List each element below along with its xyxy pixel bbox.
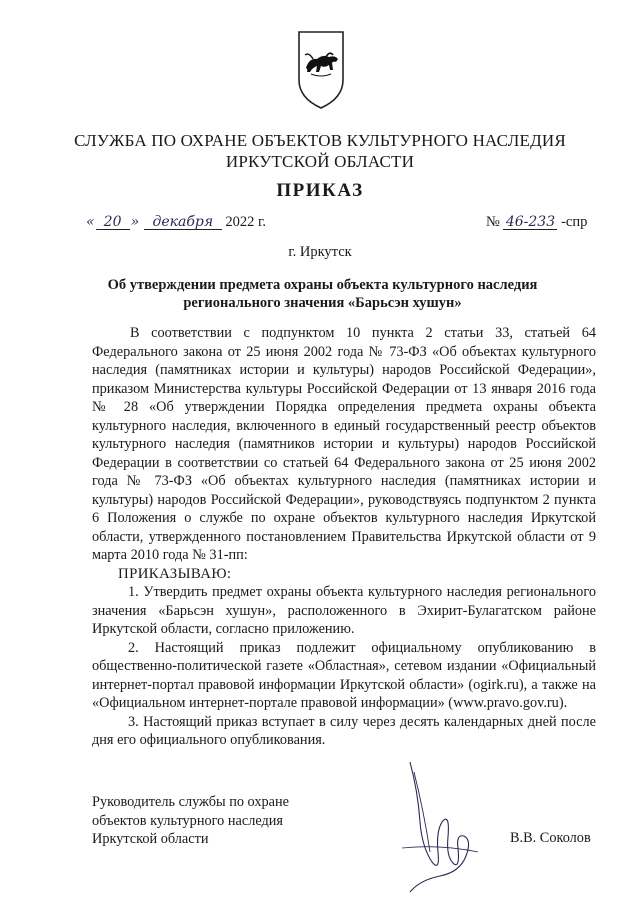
document-type-title: ПРИКАЗ (276, 180, 364, 201)
signatory-position-line3: Иркутской области (92, 831, 209, 847)
organization-name-line2: ИРКУТСКОЙ ОБЛАСТИ (225, 152, 415, 171)
organization-name-line1: СЛУЖБА ПО ОХРАНЕ ОБЪЕКТОВ КУЛЬТУРНОГО НАСЛЕДИЯ (74, 131, 566, 150)
irkutsk-coat-of-arms-icon (295, 28, 347, 112)
command-word: ПРИКАЗЫВАЮ: (118, 565, 232, 582)
number-suffix: -спр (561, 214, 588, 230)
number-sign: № (486, 214, 500, 230)
signatory-name: В.В. Соколов (510, 830, 591, 846)
signatory-position-line2: объектов культурного наследия (92, 812, 283, 829)
document-city: г. Иркутск (288, 244, 352, 260)
document-subject (90, 276, 555, 312)
order-item-3: 3. Настоящий приказ вступает в силу через десять календарных дней после дня его официального опубликования. (92, 713, 596, 748)
handwritten-signature (380, 752, 500, 902)
order-item-1: 1. Утвердить предмет охраны объекта культурного наследия регионального значения «Барьсэн хушун», расположенного в Эхирит-Булагатском районе Иркутской области, согласно приложению. (92, 584, 596, 637)
signatory-position-line1: Руководитель службы по охране (92, 794, 289, 810)
document-date (85, 214, 266, 231)
document-body (92, 324, 596, 750)
document-number (486, 214, 587, 231)
signatory-position (92, 793, 289, 849)
date-month: декабря (144, 215, 222, 230)
date-open-quote: « (86, 214, 95, 230)
number-value: 46-233 (503, 215, 557, 230)
subject-line2: регионального значения «Барьсэн хушун» (183, 295, 462, 311)
preamble-paragraph: В соответствии с подпунктом 10 пункта 2 статьи 33, статьей 64 Федерального закона от 25 июня 2002 года № 73-ФЗ «Об объектах культурного наследия (памятниках истории и культуры) народов Российской Федерации», приказом Министерства культуры Российской Федерации от 13 января 2016 года № 28 «Об утверждении Порядка определения предмета охраны объекта культурного наследия, включенного в единый государственный реестр объектов культурного наследия (памятников истории и культуры) народов Российской Федерации в соответствии со статьей 64 Федерального закона от 25 июня 2002 года № 73-ФЗ «Об объектах культурного наследия (памятниках истории и культуры) народов Российской Федерации», руководствуясь подпунктом 2 пункта 6 Положения о службе по охране объектов культурного наследия Иркутской области, утвержденного постановлением Правительства Иркутской области от 9 марта 2010 года № 31-пп: (92, 325, 596, 563)
order-item-2: 2. Настоящий приказ подлежит официальному опубликованию в общественно-политической газете «Областная», сетевом издании «Официальный интернет-портал правовой информации Иркутской области» (ogirk.ru), а также на «Официальном интернет-портале правовой информации» (www.pravo.gov.ru). (92, 639, 596, 711)
date-year: 2022 г. (225, 214, 266, 230)
date-day: 20 (96, 215, 130, 230)
subject-line1: Об утверждении предмета охраны объекта культурного наследия (107, 277, 538, 293)
organization-name (60, 130, 580, 172)
date-close-quote: » (130, 214, 140, 230)
